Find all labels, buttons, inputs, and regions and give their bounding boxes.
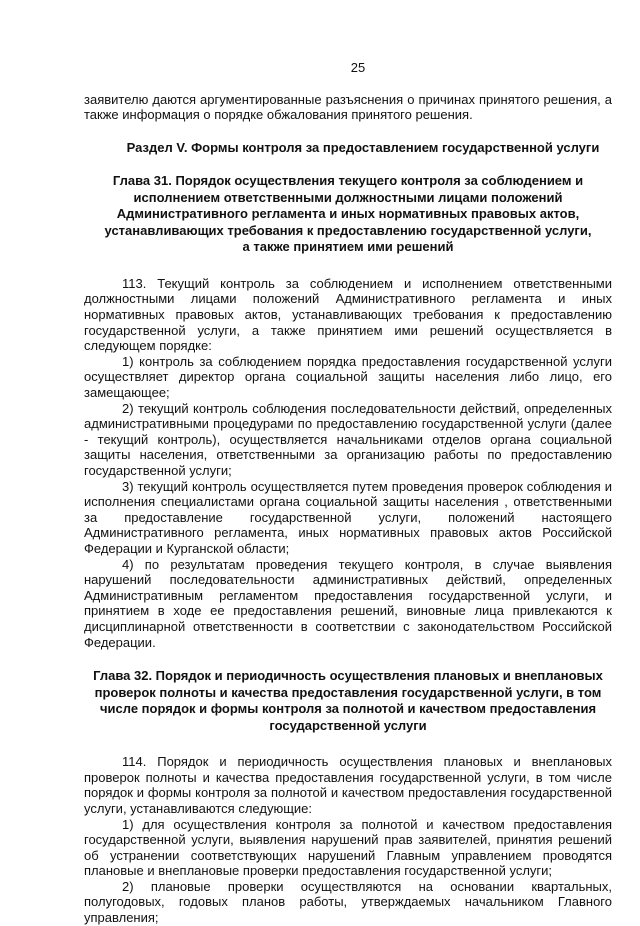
paragraph-114-item-1: 1) для осуществления контроля за полнотой и качеством предоставления государственной услуги, выявления нарушений прав заявителей, принятия решений об устранении соответствующих нарушений Главным управлением проводятся плановые и внеплановые проверки предоставления государственной услуги; [84,816,612,879]
paragraph-114: 114. Порядок и периодичность осуществления плановых и внеплановых проверок полноты и качества предоставления государственной услуги, в том числе порядок и формы контроля за полнотой и качеством предоставления государственной услуги, устанавливаются следующие: [84,754,612,816]
paragraph-113-item-1: 1) контроль за соблюдением порядка предоставления государственной услуги осуществляет директор органа социальной защиты населения либо лицо, его замещающее; [84,353,612,401]
paragraph-113-item-4: 4) по результатам проведения текущего контроля, в случае выявления нарушений последовательности административных действий, определенных Административным регламентом предоставления государственной услуги, и принятием в ходе ее предоставления решений, виновные лица привлекаются к дисциплинарной ответственности в соответствии с законодательством Российской Федерации. [84,556,612,650]
section-title: Раздел V. Формы контроля за предоставлением государственной услуги [126,139,600,155]
intro-paragraph: заявителю даются аргументированные разъяснения о причинах принятого решения, а также информация о порядке обжалования принятого решения. [84,91,612,123]
chapter-31-title: Глава 31. Порядок осуществления текущего контроля за соблюдением и исполнением ответственными должностными лицами положений Административного регламента и иных нормативных правовых актов, устанавливающих требования к предоставлению государственной услуги, а также принятием ими решений [104,173,592,255]
paragraph-113: 113. Текущий контроль за соблюдением и исполнением ответственными должностными лицами положений Административного регламента и иных нормативных правовых актов, устанавливающих требования к предоставлению государственной услуги, а также принятием ими решений осуществляется в следующем порядке: [84,275,612,354]
chapter-32-title: Глава 32. Порядок и периодичность осуществления плановых и внеплановых проверок полноты и качества предоставления государственной услуги, в том числе порядок и формы контроля за полнотой и качеством предоставления государственной услуги [93,668,603,733]
paragraph-113-item-3: 3) текущий контроль осуществляется путем проведения проверок соблюдения и исполнения специалистами органа социальной защиты населения , ответственными за предоставление государственной услуги, положений настоящего Административного регламента, иных нормативных правовых актов Российской Федерации и Курганской области; [84,478,612,556]
page-number: 25 [350,60,366,75]
paragraph-113-item-2: 2) текущий контроль соблюдения последовательности действий, определенных административными процедурами по предоставлению государственной услуги (далее - текущий контроль), осуществляется начальниками отделов органа социальной защиты населения, ответственными за организацию работы по предоставлению государственной услуги; [84,400,612,478]
paragraph-114-item-2: 2) плановые проверки осуществляются на основании квартальных, полугодовых, годовых планов работы, утверждаемых начальником Главного управления; [84,878,612,926]
